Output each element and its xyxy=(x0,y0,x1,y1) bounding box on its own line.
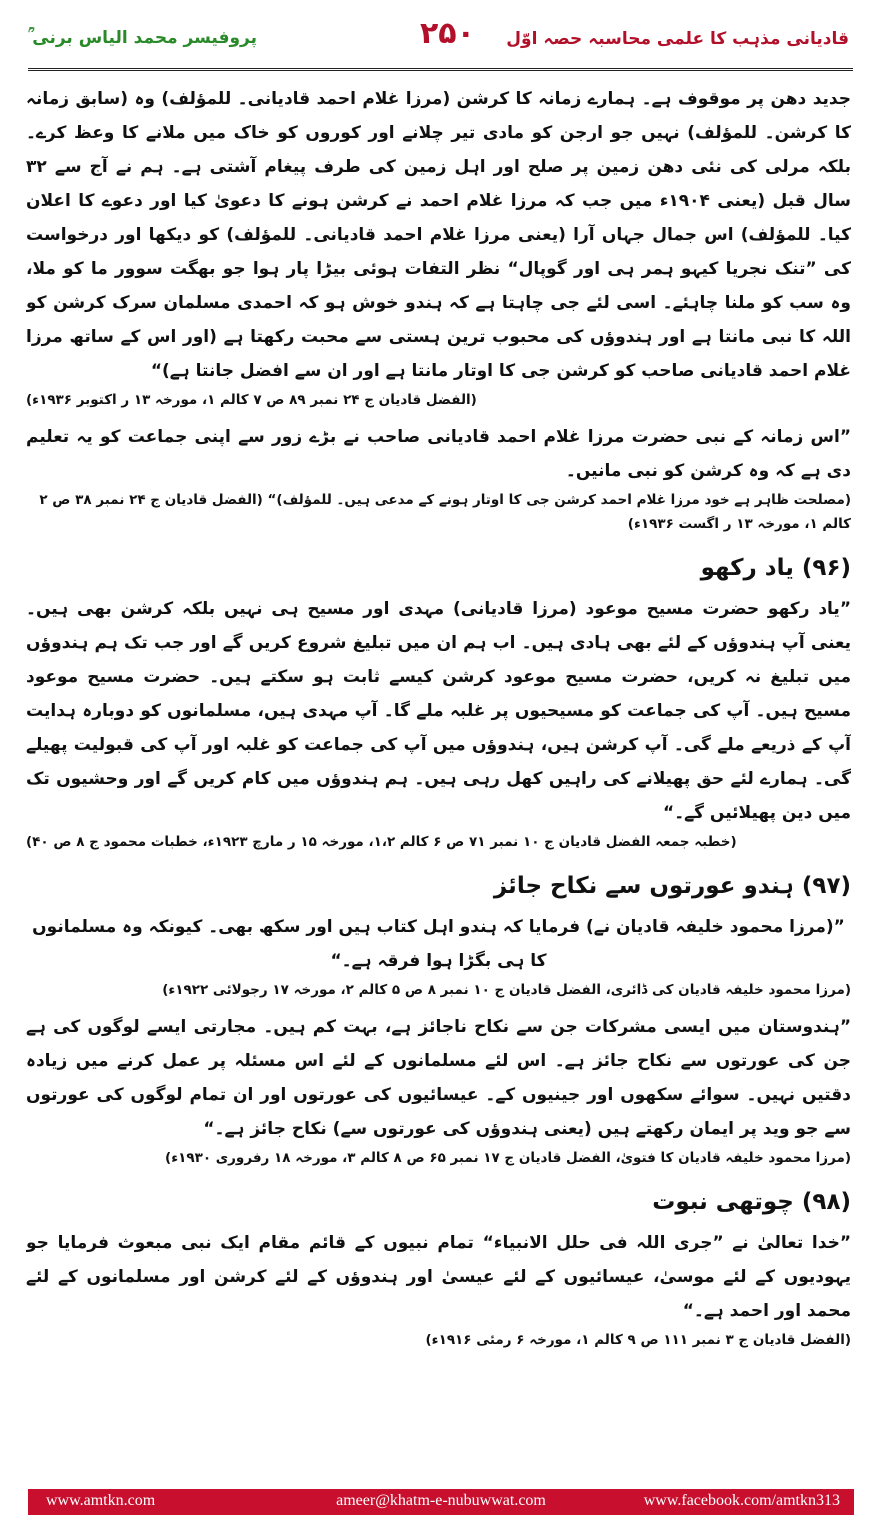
section-heading-97: (۹۷) ہندو عورتوں سے نکاح جائز xyxy=(493,873,851,899)
section-heading-98: (۹۸) چوتھی نبوت xyxy=(652,1189,851,1215)
author-name: پروفیسر محمد الیاس برنی ؒ xyxy=(28,28,258,48)
paragraph-marriage: ”ہندوستان میں ایسی مشرکات جن سے نکاح ناجائز ہے، بہت کم ہیں۔ مجارتی ایسے لوگوں کی ہے جن کی عورتوں سے نکاح جائز ہے۔ اس لئے مسلمانوں کے لئے اس مسئلہ پر عمل کرنے میں زیادہ دقتیں نہیں۔ سوائے سکھوں اور جینیوں کے۔ عیسائیوں کی عورتوں اور ان تمام لوگوں کی عورتوں سے جو وید پر ایمان رکھتے ہیں (یعنی ہندوؤں کی عورتوں سے) نکاح جائز ہے۔“ xyxy=(26,1017,851,1139)
footer-facebook-link[interactable]: www.facebook.com/amtkn313 xyxy=(643,1492,840,1509)
reference-6: (الفضل قادیان ج ۳ نمبر ۱۱۱ ص ۹ کالم ۱، مورخہ ۶ رمئی ۱۹۱۶ء) xyxy=(425,1332,851,1348)
footer-email-link[interactable]: ameer@khatm-e-nubuwwat.com xyxy=(336,1492,546,1509)
footer-website-link[interactable]: www.amtkn.com xyxy=(46,1492,156,1509)
paragraph-hindu-scripture: ”(مرزا محمود خلیفہ قادیان نے) فرمایا کہ ہندو اہل کتاب ہیں اور سکھ بھی۔ کیونکہ وہ مسلمانوں کا ہی بگڑا ہوا فرقہ ہے۔“ xyxy=(32,917,845,971)
paragraph-fourth-prophethood: ”خدا تعالیٰ نے ”جری اللہ فی حلل الانبیاء“ تمام نبیوں کے قائم مقام ایک نبی مبعوث فرمایا جو یہودیوں کے لئے موسیٰ، عیسائیوں کے لئے عیسیٰ اور ہندوؤں کے لئے کرشن اور مسلمانوں کے لئے محمد اور احمد ہے۔“ xyxy=(26,1233,851,1321)
paragraph-krishan-era: جدید دھن پر موقوف ہے۔ ہمارے زمانہ کا کرشن (مرزا غلام احمد قادیانی۔ للمؤلف) وہ (سابق زمانہ کا کرشن۔ للمؤلف) نہیں جو ارجن کو مادی تیر چلانے اور کوروں کو خاک میں ملانے کا وعظ کرے۔ بلکہ مرلی کی نئی دھن زمین پر صلح اور اہل زمین کی طرف پیغام آشتی ہے۔ ہم نے آج سے ۳۲ سال قبل (یعنی ۱۹۰۴ء میں جب کہ مرزا غلام احمد نے کرشن ہونے کا دعویٰ کیا اور دعوے کا اعلان کیا۔ للمؤلف) اس جمال جہاں آرا (یعنی مرزا غلام احمد قادیانی۔ للمؤلف) کو دیکھا اور درخواست کی ”تنک نجریا کیہو ہمر ہی اور گوپال“ نظر التفات ہوئی بیڑا پار ہوا جو بھگت سوور ما کو ملا، وہ سب کو ملنا چاہئے۔ اسی لئے جی چاہتا ہے کہ ہندو خوش ہو کہ احمدی مسلمان سرک کرشن کو اللہ کا نبی مانتا ہے اور ہندوؤں کی محبوب ترین ہستی سے محبت رکھتا ہے (اور اس کے ساتھ مرزا غلام احمد قادیانی صاحب کو کرشن جی کا اوتار مانتا ہے اور ان سے افضل جانتا ہے)“ xyxy=(26,89,851,381)
reference-5: (مرزا محمود خلیفہ قادیان کا فتویٰ، الفضل قادیان ج ۱۷ نمبر ۶۵ ص ۸ کالم ۳، مورخہ ۱۸ رفروری ۱۹۳۰ء) xyxy=(165,1150,851,1166)
reference-2: (مصلحت ظاہر ہے خود مرزا غلام احمد کرشن جی کا اوتار ہونے کے مدعی ہیں۔ للمؤلف)“ (الفضل قادیان ج ۲۴ نمبر ۳۸ ص ۲ کالم ۱، مورخہ ۱۳ ر اگست ۱۹۳۶ء) xyxy=(39,492,851,532)
page-header xyxy=(0,0,881,72)
page-number: ۲۵۰ xyxy=(420,16,475,51)
paragraph-prophet-krishan: ”اس زمانہ کے نبی حضرت مرزا غلام احمد قادیانی صاحب نے بڑے زور سے اپنی جماعت کو یہ تعلیم دی ہے کہ وہ کرشن کو نبی مانیں۔ xyxy=(26,427,851,481)
page-body xyxy=(26,82,851,1457)
book-title: قادیانی مذہب کا علمی محاسبہ حصہ اوّل xyxy=(506,29,849,49)
reference-4: (مرزا محمود خلیفہ قادیان کی ڈائری، الفضل قادیان ج ۱۰ نمبر ۸ ص ۵ کالم ۲، مورخہ ۱۷ رجولائی ۱۹۲۲ء) xyxy=(162,982,851,998)
paragraph-remember: ”یاد رکھو حضرت مسیح موعود (مرزا قادیانی) مہدی اور مسیح ہی نہیں بلکہ کرشن بھی ہیں۔ یعنی آپ ہندوؤں کے لئے بھی ہادی ہیں۔ اب ہم ان میں تبلیغ شروع کریں گے اور جب تک ہم ہندوؤں میں تبلیغ نہ کریں، حضرت مسیح موعود کرشن کیسے ثابت ہو سکتے ہیں۔ حضرت مسیح موعود مسیح ہیں۔ آپ کی جماعت کو مسیحیوں پر غلبہ ملے گا۔ آپ مہدی ہیں، مسلمانوں کو دوبارہ ہدایت آپ کے ذریعے ملے گی۔ آپ کرشن ہیں، ہندوؤں میں آپ کی جماعت کو غلبہ اور آپ کی قبولیت پھیلے گی۔ ہمارے لئے حق پھیلانے کی راہیں کھل رہی ہیں۔ ہم ہندوؤں میں کام کریں گے اور وحشیوں تک میں دین پھیلائیں گے۔“ xyxy=(26,599,851,823)
header-divider xyxy=(28,68,853,71)
section-heading-96: (۹۶) یاد رکھو xyxy=(700,555,851,581)
reference-3: (خطبہ جمعہ الفضل قادیان ج ۱۰ نمبر ۷۱ ص ۶ کالم ۱،۲، مورخہ ۱۵ ر مارچ ۱۹۲۳ء، خطبات محمود ج ۸ ص ۴۰) xyxy=(26,834,737,850)
page-footer xyxy=(28,1489,854,1515)
reference-1: (الفضل قادیان ج ۲۴ نمبر ۸۹ ص ۷ کالم ۱، مورخہ ۱۳ ر اکتوبر ۱۹۳۶ء) xyxy=(26,392,477,408)
